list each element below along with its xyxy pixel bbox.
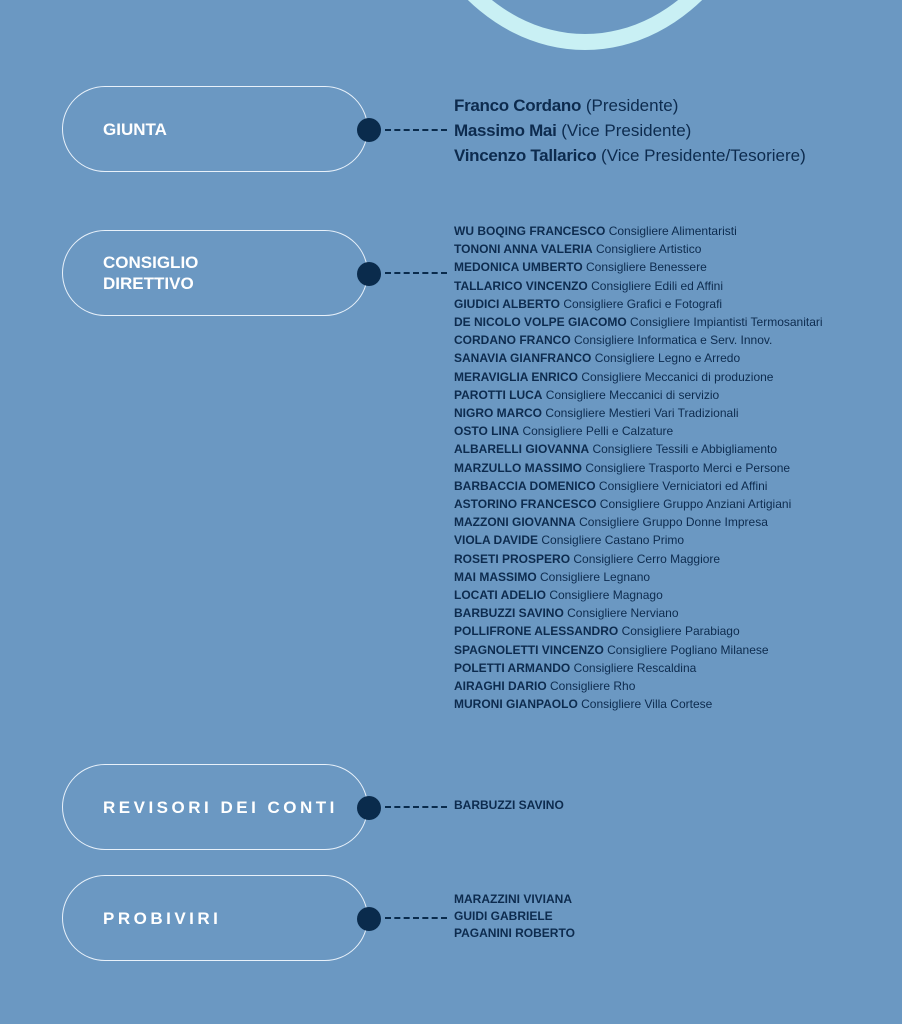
revisori-pill (62, 764, 368, 850)
member-role: Consigliere Verniciatori ed Affini (598, 478, 768, 493)
consiglio-member (454, 349, 823, 367)
member-name: MAZZONI GIOVANNA (454, 515, 576, 530)
consiglio-member (454, 513, 823, 531)
member-name: GIUDICI ALBERTO (454, 296, 561, 311)
consiglio-member (454, 495, 823, 513)
consiglio-label-line2: DIRETTIVO (103, 274, 194, 293)
connector-dash (385, 806, 447, 808)
consiglio-member (454, 240, 823, 258)
proboviro-name: GUIDI GABRIELE (454, 909, 553, 923)
member-role: (Presidente) (585, 96, 679, 115)
giunta-members (454, 93, 806, 168)
member-role: Consigliere Nerviano (567, 606, 679, 621)
member-name: POLETTI ARMANDO (454, 660, 571, 675)
consiglio-member (454, 313, 823, 331)
consiglio-member (454, 404, 823, 422)
member-role: Consigliere Meccanici di servizio (545, 387, 720, 402)
consiglio-member (454, 368, 823, 386)
member-name: LOCATI ADELIO (454, 588, 546, 603)
giunta-label: GIUNTA (103, 119, 167, 139)
revisori-members (454, 796, 564, 814)
member-role: Consigliere Impiantisti Termosanitari (630, 315, 823, 330)
proboviro-name: MARAZZINI VIVIANA (454, 892, 572, 906)
consiglio-member (454, 440, 823, 458)
consiglio-member (454, 331, 823, 349)
member-name: PAROTTI LUCA (454, 387, 543, 402)
member-role: Consigliere Trasporto Merci e Persone (585, 460, 791, 475)
member-role: Consigliere Castano Primo (541, 533, 685, 548)
consiglio-member (454, 677, 823, 695)
consiglio-member (454, 222, 823, 240)
consiglio-member (454, 277, 823, 295)
member-name: AIRAGHI DARIO (454, 679, 547, 694)
consiglio-member (454, 604, 823, 622)
revisori-label: REVISORI DEI CONTI (103, 797, 338, 817)
proboviro-name: PAGANINI ROBERTO (454, 926, 575, 940)
member-role: Consigliere Pelli e Calzature (522, 424, 674, 439)
connector-dash (385, 129, 447, 131)
giunta-member (454, 143, 806, 168)
member-name: CORDANO FRANCO (454, 333, 571, 348)
consiglio-member (454, 295, 823, 313)
member-name: ALBARELLI GIOVANNA (454, 442, 590, 457)
consiglio-member (454, 258, 823, 276)
member-name: TONONI ANNA VALERIA (454, 242, 593, 257)
connector-dash (385, 917, 447, 919)
member-role: Consigliere Mestieri Vari Tradizionali (545, 406, 739, 421)
probiviri-members (454, 891, 575, 942)
member-role: Consigliere Rescaldina (573, 660, 697, 675)
member-name: Massimo Mai (454, 121, 557, 140)
consiglio-member (454, 659, 823, 677)
connector-dot (357, 796, 381, 820)
member-name: BARBUZZI SAVINO (454, 606, 564, 621)
probiviri-pill (62, 875, 368, 961)
probiviri-label: PROBIVIRI (103, 908, 222, 928)
member-role: Consigliere Meccanici di produzione (581, 369, 774, 384)
member-name: MEDONICA UMBERTO (454, 260, 583, 275)
consiglio-member (454, 622, 823, 640)
member-name: MURONI GIANPAOLO (454, 697, 578, 712)
member-role: Consigliere Tessili e Abbigliamento (592, 442, 777, 457)
consiglio-member (454, 459, 823, 477)
member-name: DE NICOLO VOLPE GIACOMO (454, 315, 627, 330)
member-role: Consigliere Gruppo Anziani Artigiani (599, 497, 792, 512)
member-name: MERAVIGLIA ENRICO (454, 369, 579, 384)
connector-dot (357, 907, 381, 931)
member-role: Consigliere Artistico (596, 242, 702, 257)
member-role: Consigliere Gruppo Donne Impresa (579, 515, 768, 530)
consiglio-member (454, 568, 823, 586)
member-name: OSTO LINA (454, 424, 520, 439)
consiglio-member (454, 586, 823, 604)
member-name: MARZULLO MASSIMO (454, 460, 582, 475)
connector-dot (357, 262, 381, 286)
member-name: MAI MASSIMO (454, 569, 537, 584)
consiglio-pill (62, 230, 368, 316)
giunta-member (454, 93, 806, 118)
member-name: ASTORINO FRANCESCO (454, 497, 597, 512)
member-name: POLLIFRONE ALESSANDRO (454, 624, 619, 639)
consiglio-member (454, 477, 823, 495)
member-role: Consigliere Informatica e Serv. Innov. (574, 333, 773, 348)
connector-dash (385, 272, 447, 274)
member-name: NIGRO MARCO (454, 406, 542, 421)
consiglio-member (454, 386, 823, 404)
member-name: SANAVIA GIANFRANCO (454, 351, 592, 366)
consiglio-member (454, 641, 823, 659)
consiglio-member (454, 422, 823, 440)
giunta-pill (62, 86, 368, 172)
member-role: Consigliere Villa Cortese (581, 697, 713, 712)
member-name: BARBACCIA DOMENICO (454, 478, 596, 493)
member-role: Consigliere Rho (550, 679, 636, 694)
member-role: Consigliere Alimentaristi (608, 224, 737, 238)
member-role: Consigliere Cerro Maggiore (573, 551, 721, 566)
member-role: Consigliere Edili ed Affini (591, 278, 723, 293)
member-name: Vincenzo Tallarico (454, 146, 597, 165)
giunta-member (454, 118, 806, 143)
member-role: Consigliere Grafici e Fotografi (563, 296, 723, 311)
member-role: Consigliere Pogliano Milanese (607, 642, 769, 657)
member-role: Consigliere Legno e Arredo (594, 351, 741, 366)
member-role: (Vice Presidente) (561, 121, 692, 140)
member-name: VIOLA DAVIDE (454, 533, 539, 548)
consiglio-label-line1: CONSIGLIO (103, 253, 199, 272)
decorative-arc (395, 0, 775, 50)
member-name: SPAGNOLETTI VINCENZO (454, 642, 604, 657)
member-name: Franco Cordano (454, 96, 582, 115)
member-name: ROSETI PROSPERO (454, 551, 571, 566)
member-role: Consigliere Magnago (549, 588, 663, 603)
consiglio-label (103, 252, 198, 294)
member-role: Consigliere Benessere (586, 260, 707, 275)
consiglio-member (454, 695, 823, 713)
member-role: (Vice Presidente/Tesoriere) (601, 146, 806, 165)
connector-dot (357, 118, 381, 142)
member-name: TALLARICO VINCENZO (454, 278, 588, 293)
consiglio-member (454, 550, 823, 568)
revisore-name: BARBUZZI SAVINO (454, 798, 564, 812)
consiglio-member (454, 531, 823, 549)
member-role: Consigliere Parabiago (621, 624, 740, 639)
consiglio-members (454, 222, 823, 713)
member-role: Consigliere Legnano (540, 569, 651, 584)
member-name: WU BOQING FRANCESCO (454, 224, 606, 238)
